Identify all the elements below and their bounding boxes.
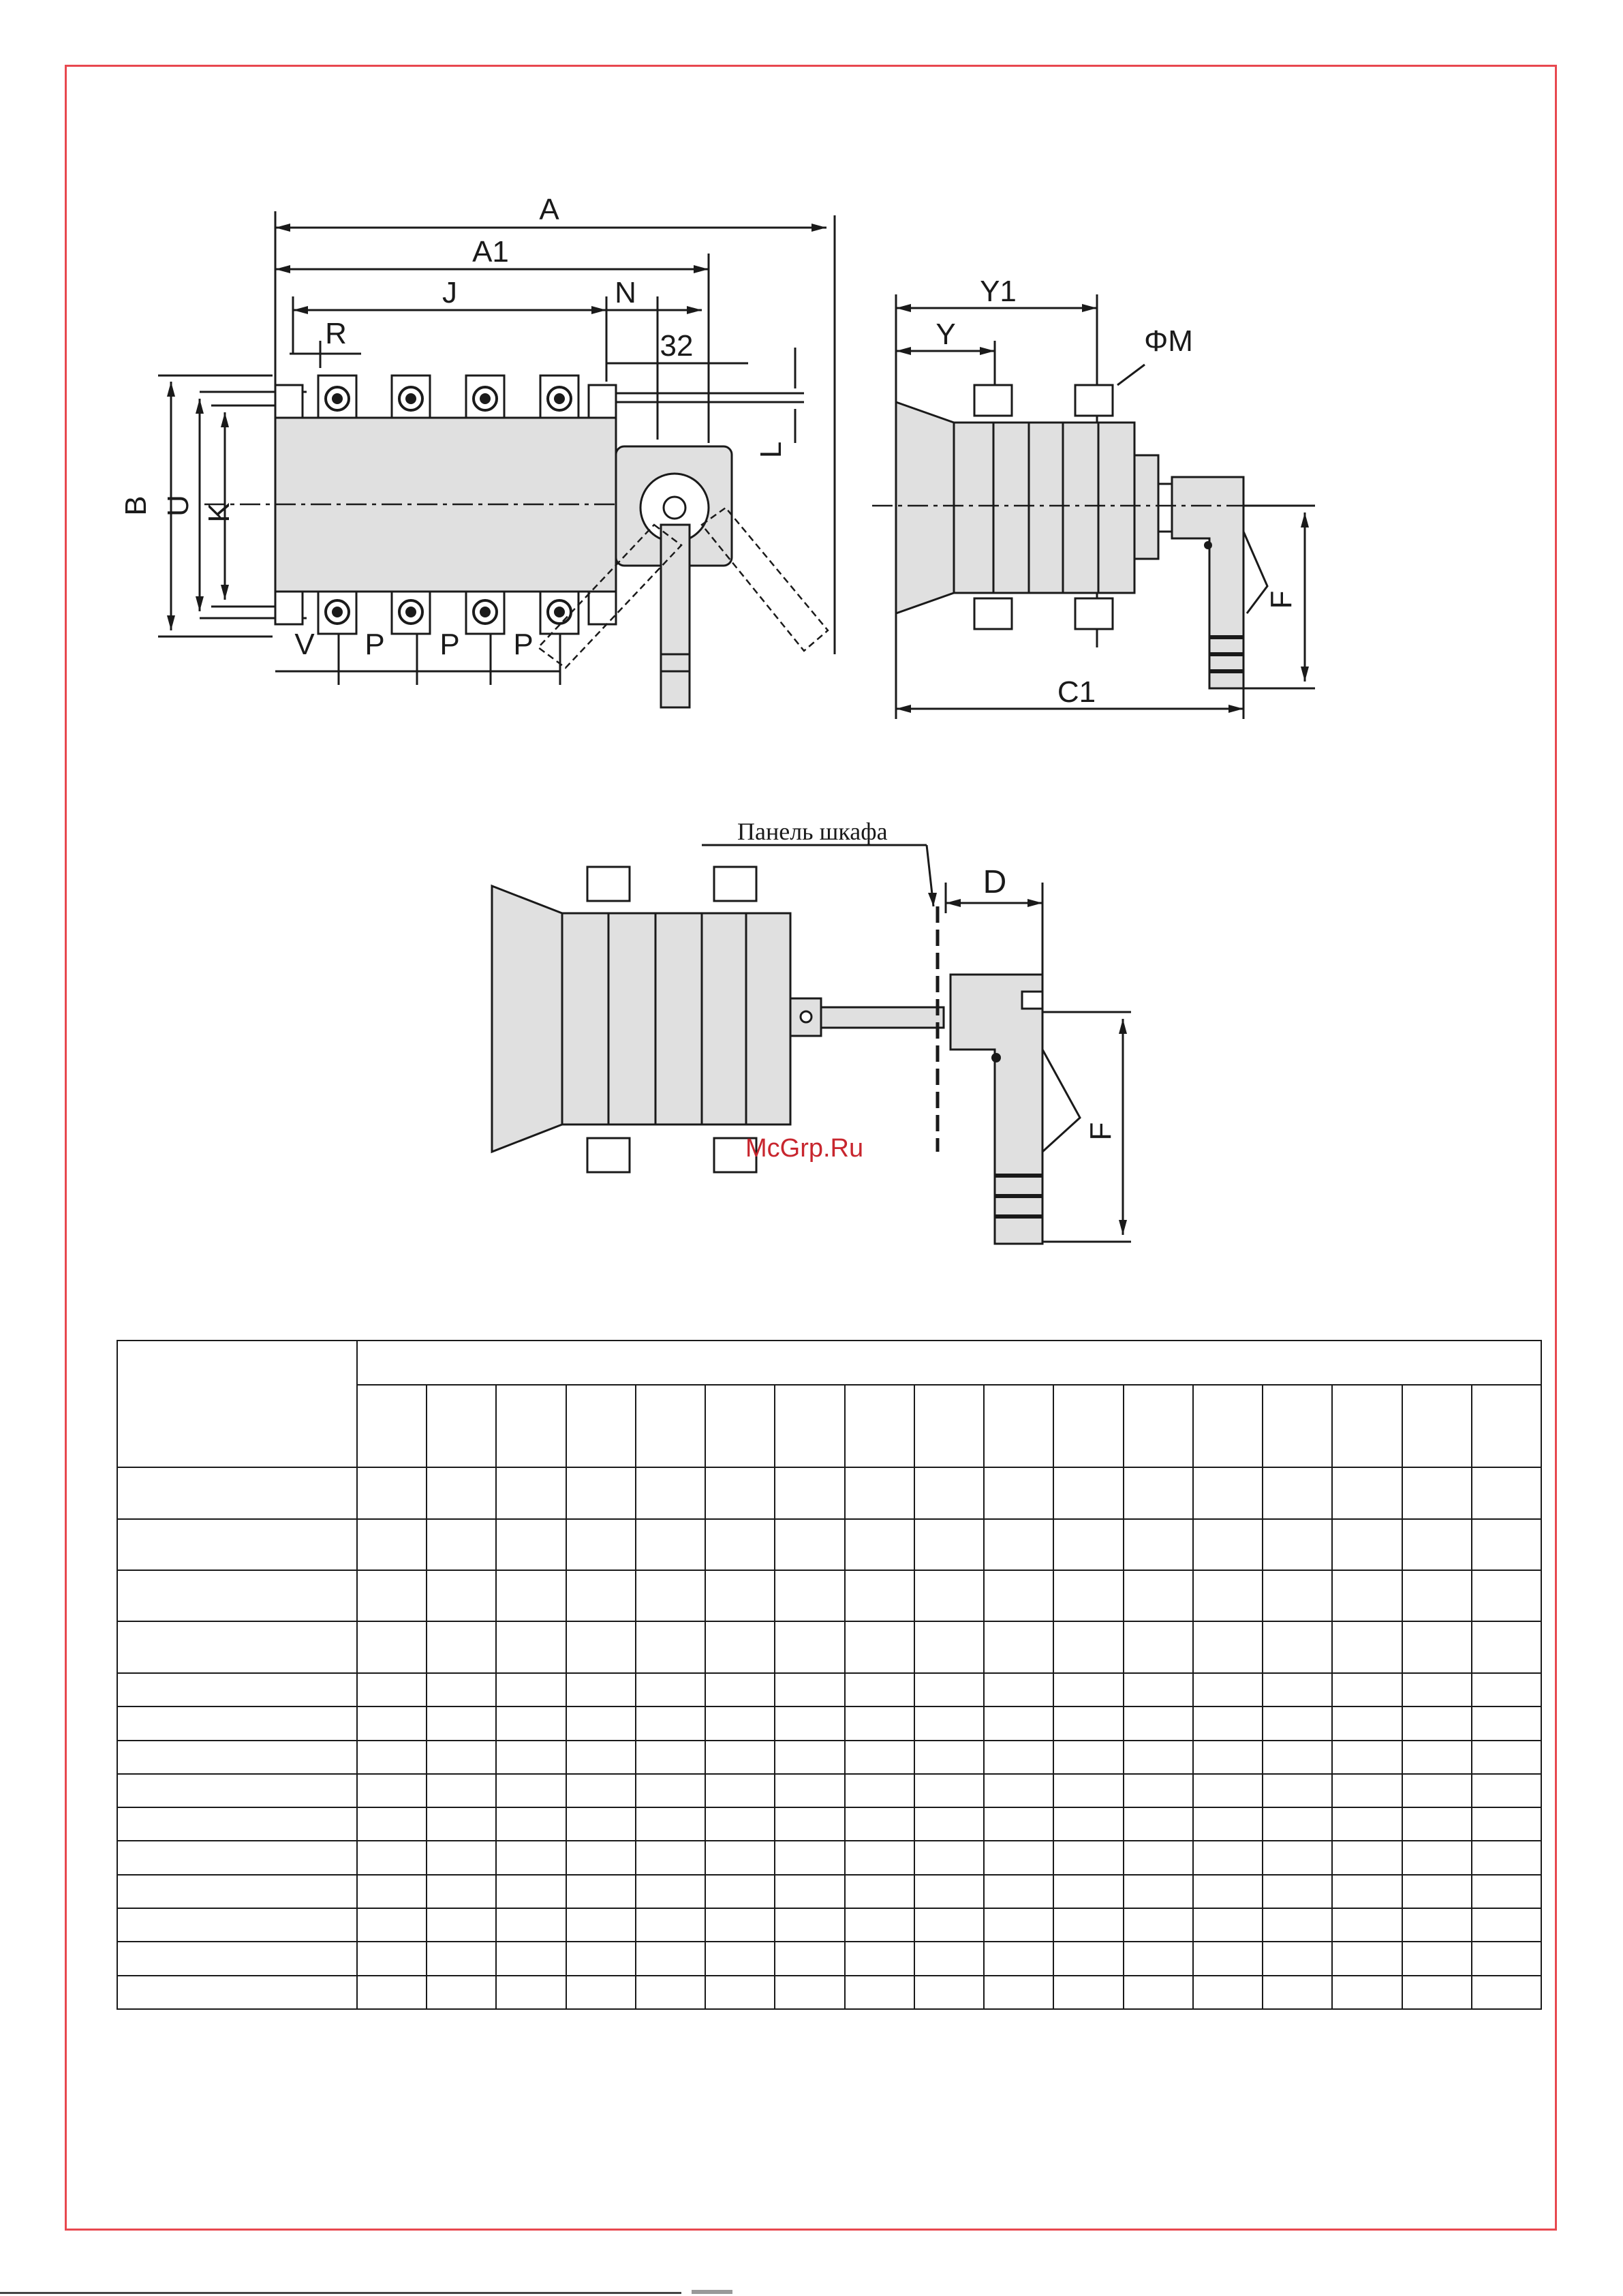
spec-table — [117, 1340, 1542, 2010]
dim-32: 32 — [660, 329, 694, 363]
dim-L: L — [754, 441, 788, 459]
table-row — [117, 1741, 1541, 1774]
dim-B: B — [119, 495, 153, 516]
dim-R: R — [325, 317, 347, 350]
dim-Y: Y — [936, 318, 956, 351]
dim-C1: C1 — [1057, 675, 1096, 709]
panel-label: Панель шкафа — [737, 818, 888, 845]
table-row — [117, 1621, 1541, 1672]
footer-rule — [0, 2292, 681, 2294]
table-row — [117, 1942, 1541, 1975]
dim-N: N — [615, 276, 636, 309]
table-row — [117, 1519, 1541, 1570]
dim-A1: A1 — [472, 235, 509, 269]
dim-V: V — [294, 628, 315, 661]
table-header-span — [357, 1341, 1541, 1385]
dim-Y1: Y1 — [980, 275, 1017, 308]
dim-P-2: P — [439, 628, 460, 661]
footer-mark — [692, 2290, 732, 2294]
table-row — [117, 1841, 1541, 1874]
dim-F-panel: F — [1084, 1122, 1117, 1141]
dim-K: K — [202, 502, 236, 523]
dim-U: U — [161, 495, 195, 517]
table-row — [117, 1706, 1541, 1740]
dim-P-3: P — [513, 628, 534, 661]
dim-D: D — [983, 864, 1007, 900]
table-header-row-1 — [117, 1341, 1541, 1385]
dim-A: A — [539, 193, 559, 226]
dim-J: J — [442, 276, 457, 309]
table-row — [117, 1570, 1541, 1621]
dim-M: ΦM — [1144, 324, 1193, 358]
table-row — [117, 1467, 1541, 1518]
dim-F-side: F — [1265, 590, 1298, 609]
table-row — [117, 1976, 1541, 2009]
table-row — [117, 1807, 1541, 1841]
table-row — [117, 1673, 1541, 1706]
watermark: McGrp.Ru — [745, 1134, 864, 1163]
table-row — [117, 1875, 1541, 1908]
table-row — [117, 1774, 1541, 1807]
table-corner-cell — [117, 1341, 357, 1467]
dim-P-1: P — [365, 628, 385, 661]
table-row — [117, 1908, 1541, 1942]
